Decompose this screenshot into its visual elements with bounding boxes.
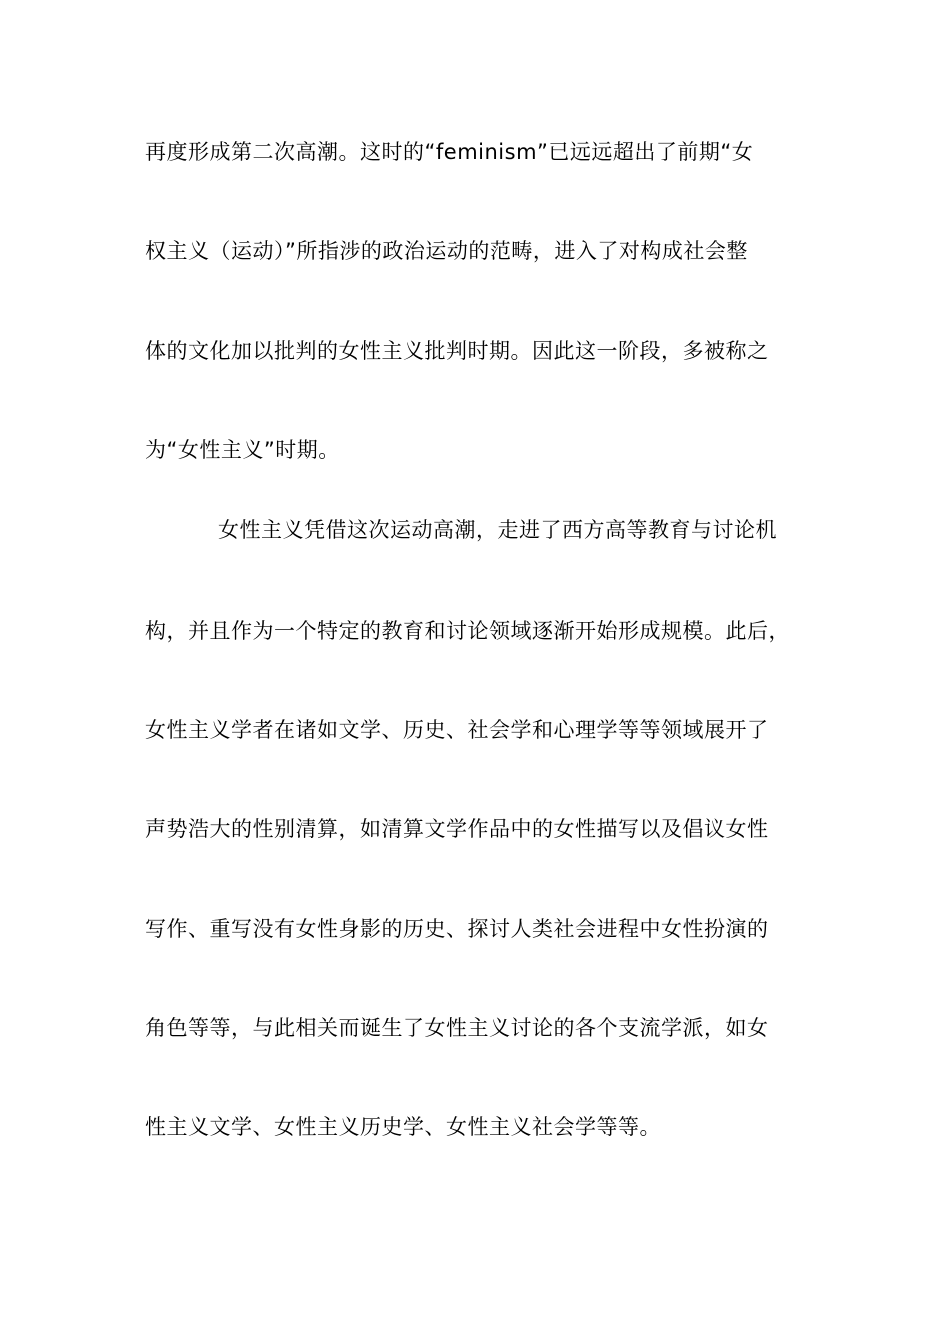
text-line: 构，并且作为一个特定的教育和讨论领域逐渐开始形成规模。此后， xyxy=(145,619,790,643)
text-line: 性主义文学、女性主义历史学、女性主义社会学等等。 xyxy=(145,1115,661,1139)
text-line: 女性主义学者在诸如文学、历史、社会学和心理学等等领域展开了 xyxy=(145,718,769,742)
text-line: 角色等等，与此相关而诞生了女性主义讨论的各个支流学派，如女 xyxy=(145,1016,769,1040)
text-line: 声势浩大的性别清算，如清算文学作品中的女性描写以及倡议女性 xyxy=(145,817,769,841)
text-line: 女性主义凭借这次运动高潮，走进了西方高等教育与讨论机 xyxy=(218,518,777,542)
text-line: 再度形成第二次高潮。这时的“feminism”已远远超出了前期“女 xyxy=(145,140,754,164)
text-line: 体的文化加以批判的女性主义批判时期。因此这一阶段，多被称之 xyxy=(145,339,769,363)
text-line: 为“女性主义”时期。 xyxy=(145,438,340,462)
text-line: 权主义（运动）”所指涉的政治运动的范畴，进入了对构成社会整 xyxy=(145,239,748,263)
text-line: 写作、重写没有女性身影的历史、探讨人类社会进程中女性扮演的 xyxy=(145,917,769,941)
